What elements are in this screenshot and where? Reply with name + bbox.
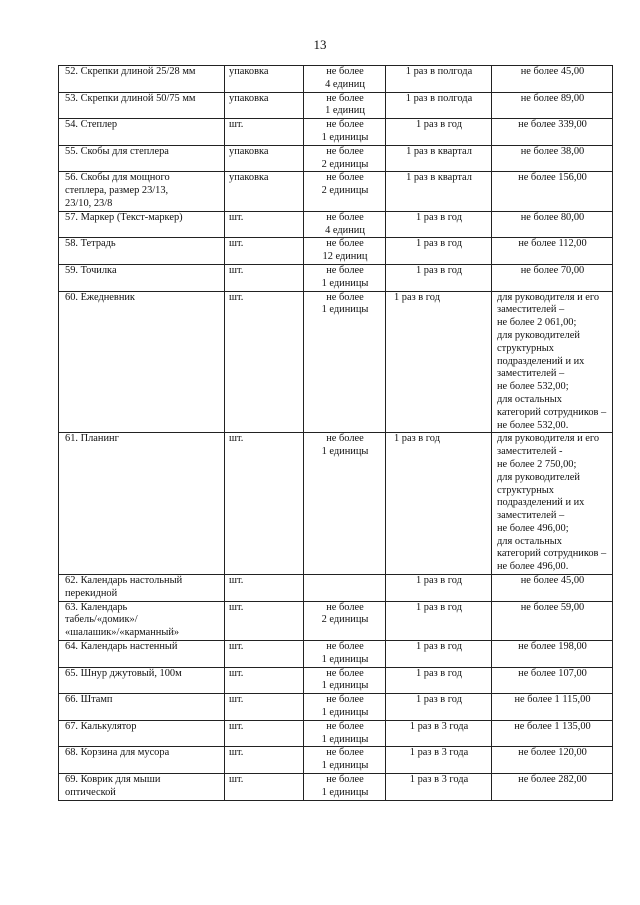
quantity-cell — [304, 66, 386, 93]
quantity-text: не более 1 единицы — [321, 720, 369, 745]
price-cell — [492, 747, 613, 774]
price-text: не более 89,00 — [520, 92, 585, 104]
price-text: не более 70,00 — [520, 264, 585, 276]
item-name-cell — [59, 291, 225, 433]
period-text: 1 раз в год — [394, 433, 440, 445]
quantity-cell — [304, 720, 386, 747]
quantity-cell — [304, 641, 386, 668]
unit-cell — [225, 601, 304, 640]
period-text: 1 раз в год — [416, 641, 462, 653]
price-text: не более 156,00 — [518, 172, 587, 184]
price-text: не более 107,00 — [518, 667, 587, 679]
item-name-cell — [59, 667, 225, 694]
quantity-cell — [304, 92, 386, 119]
unit-text: шт. — [229, 747, 244, 759]
price-text: не более 339,00 — [518, 119, 587, 131]
table-row — [59, 641, 613, 668]
unit-cell — [225, 264, 304, 291]
unit-cell — [225, 641, 304, 668]
period-text: 1 раз в 3 года — [409, 720, 469, 732]
period-text: 1 раз в полгода — [405, 92, 473, 104]
table-row — [59, 575, 613, 602]
item-name-text: 52. Скрепки длиной 25/28 мм — [65, 66, 196, 77]
unit-cell — [225, 66, 304, 93]
table-row — [59, 601, 613, 640]
item-name-text: 56. Скобы для мощного степлера, размер 23/13, 23/10, 23/8 — [65, 172, 170, 209]
table-row — [59, 264, 613, 291]
period-cell — [386, 601, 492, 640]
price-text: не более 59,00 — [520, 601, 585, 613]
period-text: 1 раз в квартал — [406, 172, 472, 184]
unit-cell — [225, 694, 304, 721]
unit-text: упаковка — [229, 172, 269, 184]
price-text: не более 38,00 — [520, 145, 585, 157]
item-name-text: 68. Корзина для мусора — [65, 747, 170, 759]
quantity-text: не более 1 единицы — [321, 291, 369, 316]
item-name-cell — [59, 172, 225, 211]
price-cell — [492, 667, 613, 694]
price-text: для руководителя и его заместителей – не более 2 061,00; для руководителей структурных подразделений и их заместителей – не более 532,00; для остальных категорий сотрудников – не более 532,00. — [497, 291, 607, 431]
unit-cell — [225, 119, 304, 146]
item-name-text: 57. Маркер (Текст-маркер) — [65, 211, 183, 223]
unit-text: шт. — [229, 601, 244, 613]
price-cell — [492, 66, 613, 93]
item-name-text: 55. Скобы для степлера — [65, 145, 169, 157]
quantity-text: не более 4 единиц — [325, 211, 365, 236]
unit-cell — [225, 211, 304, 238]
quantity-cell — [304, 145, 386, 172]
unit-text: упаковка — [229, 92, 269, 104]
table-row — [59, 291, 613, 433]
period-cell — [386, 694, 492, 721]
item-name-text: 66. Штамп — [65, 694, 113, 706]
item-name-text: 65. Шнур джутовый, 100м — [65, 667, 182, 679]
quantity-cell — [304, 667, 386, 694]
price-text: не более 120,00 — [518, 747, 587, 759]
unit-text: шт. — [229, 264, 244, 276]
price-cell — [492, 92, 613, 119]
quantity-cell — [304, 291, 386, 433]
quantity-text: не более 2 единицы — [321, 145, 369, 170]
unit-cell — [225, 291, 304, 433]
unit-text: шт. — [229, 774, 244, 786]
quantity-cell — [304, 747, 386, 774]
quantity-cell — [304, 211, 386, 238]
item-name-cell — [59, 641, 225, 668]
unit-text: шт. — [229, 433, 244, 445]
item-name-text: 53. Скрепки длиной 50/75 мм — [65, 92, 196, 104]
quantity-cell — [304, 433, 386, 575]
period-cell — [386, 211, 492, 238]
period-text: 1 раз в год — [394, 291, 440, 303]
price-cell — [492, 641, 613, 668]
price-cell — [492, 211, 613, 238]
quantity-text: не более 1 единицы — [321, 264, 369, 289]
item-name-text: 60. Ежедневник — [65, 291, 135, 303]
table-row — [59, 774, 613, 801]
table-row — [59, 747, 613, 774]
period-text: 1 раз в год — [416, 575, 462, 587]
item-name-cell — [59, 145, 225, 172]
period-text: 1 раз в 3 года — [409, 774, 469, 786]
period-cell — [386, 145, 492, 172]
item-name-cell — [59, 601, 225, 640]
period-text: 1 раз в год — [416, 601, 462, 613]
period-cell — [386, 291, 492, 433]
table-row — [59, 433, 613, 575]
item-name-text: 61. Планинг — [65, 433, 119, 445]
quantity-text: не более 1 единицы — [321, 667, 369, 692]
price-text: для руководителя и его заместителей - не более 2 750,00; для руководителей структурных подразделений и их заместителей – не более 496,00; для остальных категорий сотрудников – не более 496,00. — [497, 433, 607, 573]
page-number: 13 — [313, 37, 327, 52]
table-row — [59, 172, 613, 211]
period-cell — [386, 667, 492, 694]
item-name-text: 69. Коврик для мыши оптической — [65, 774, 161, 798]
unit-cell — [225, 667, 304, 694]
quantity-text: не более 1 единиц — [325, 92, 365, 117]
quantity-text: не более 2 единицы — [321, 172, 369, 197]
price-text: не более 80,00 — [520, 211, 585, 223]
period-cell — [386, 641, 492, 668]
period-cell — [386, 119, 492, 146]
quantity-cell — [304, 172, 386, 211]
quantity-cell — [304, 238, 386, 265]
price-cell — [492, 264, 613, 291]
price-cell — [492, 172, 613, 211]
unit-cell — [225, 433, 304, 575]
price-cell — [492, 433, 613, 575]
period-text: 1 раз в квартал — [406, 145, 472, 157]
unit-cell — [225, 238, 304, 265]
table-row — [59, 92, 613, 119]
price-text: не более 198,00 — [518, 641, 587, 653]
table-row — [59, 694, 613, 721]
period-text: 1 раз в полгода — [405, 66, 473, 77]
item-name-text: 62. Календарь настольный перекидной — [65, 575, 183, 599]
table-row — [59, 238, 613, 265]
quantity-text: не более 1 единицы — [321, 747, 369, 772]
unit-text: упаковка — [229, 145, 269, 157]
price-cell — [492, 694, 613, 721]
table-row — [59, 145, 613, 172]
table-row — [59, 720, 613, 747]
period-cell — [386, 264, 492, 291]
unit-text: шт. — [229, 238, 244, 250]
unit-cell — [225, 575, 304, 602]
item-name-cell — [59, 694, 225, 721]
item-name-cell — [59, 66, 225, 93]
item-name-text: 59. Точилка — [65, 264, 117, 276]
unit-cell — [225, 774, 304, 801]
price-text: не более 112,00 — [518, 238, 587, 250]
quantity-cell — [304, 264, 386, 291]
unit-cell — [225, 172, 304, 211]
quantity-text: не более 1 единицы — [321, 641, 369, 665]
unit-cell — [225, 145, 304, 172]
unit-cell — [225, 720, 304, 747]
unit-text: шт. — [229, 694, 244, 706]
unit-text: шт. — [229, 720, 244, 732]
price-cell — [492, 291, 613, 433]
item-name-cell — [59, 433, 225, 575]
period-cell — [386, 433, 492, 575]
item-name-text: 63. Календарь табель/«домик»/ «шалашик»/«карманный» — [65, 601, 180, 639]
price-cell — [492, 720, 613, 747]
item-name-text: 58. Тетрадь — [65, 238, 116, 250]
price-text: не более 45,00 — [520, 66, 585, 77]
quantity-text: не более 1 единицы — [321, 774, 369, 798]
period-cell — [386, 575, 492, 602]
period-text: 1 раз в год — [416, 211, 462, 223]
period-text: 1 раз в год — [416, 238, 462, 250]
table-row — [59, 66, 613, 93]
unit-text: шт. — [229, 667, 244, 679]
period-cell — [386, 92, 492, 119]
item-name-text: 67. Калькулятор — [65, 720, 137, 732]
price-text: не более 1 135,00 — [514, 720, 591, 732]
item-name-cell — [59, 92, 225, 119]
quantity-cell — [304, 601, 386, 640]
price-text: не более 282,00 — [518, 774, 587, 786]
quantity-cell — [304, 774, 386, 801]
period-cell — [386, 774, 492, 801]
price-text: не более 45,00 — [520, 575, 585, 587]
item-name-cell — [59, 575, 225, 602]
price-cell — [492, 774, 613, 801]
unit-text: шт. — [229, 641, 244, 653]
unit-text: шт. — [229, 291, 244, 303]
quantity-text: не более 1 единицы — [321, 694, 369, 719]
unit-text: шт. — [229, 119, 244, 131]
period-text: 1 раз в 3 года — [409, 747, 469, 759]
unit-text: шт. — [229, 575, 244, 587]
period-cell — [386, 172, 492, 211]
item-name-text: 64. Календарь настенный — [65, 641, 178, 653]
period-cell — [386, 720, 492, 747]
quantity-text: не более 2 единицы — [321, 601, 369, 626]
unit-cell — [225, 92, 304, 119]
table-row — [59, 211, 613, 238]
item-name-cell — [59, 774, 225, 801]
price-cell — [492, 575, 613, 602]
item-name-cell — [59, 238, 225, 265]
quantity-cell — [304, 575, 386, 602]
item-name-cell — [59, 211, 225, 238]
period-cell — [386, 747, 492, 774]
price-cell — [492, 145, 613, 172]
price-text: не более 1 115,00 — [514, 694, 591, 706]
period-text: 1 раз в год — [416, 667, 462, 679]
quantity-text: не более 1 единицы — [321, 433, 369, 458]
period-text: 1 раз в год — [416, 119, 462, 131]
table-body — [59, 66, 613, 801]
supplies-table — [58, 65, 613, 801]
price-cell — [492, 119, 613, 146]
item-name-cell — [59, 720, 225, 747]
unit-text: упаковка — [229, 66, 269, 77]
quantity-text: не более 1 единицы — [321, 119, 369, 143]
item-name-cell — [59, 119, 225, 146]
quantity-text: не более 4 единиц — [325, 66, 365, 90]
unit-cell — [225, 747, 304, 774]
period-text: 1 раз в год — [416, 264, 462, 276]
period-cell — [386, 238, 492, 265]
item-name-text: 54. Степлер — [65, 119, 118, 131]
price-cell — [492, 601, 613, 640]
price-cell — [492, 238, 613, 265]
quantity-cell — [304, 119, 386, 146]
table-row — [59, 119, 613, 146]
table-row — [59, 667, 613, 694]
item-name-cell — [59, 747, 225, 774]
period-text: 1 раз в год — [416, 694, 462, 706]
item-name-cell — [59, 264, 225, 291]
unit-text: шт. — [229, 211, 244, 223]
quantity-cell — [304, 694, 386, 721]
quantity-text: не более 12 единиц — [322, 238, 368, 263]
period-cell — [386, 66, 492, 93]
